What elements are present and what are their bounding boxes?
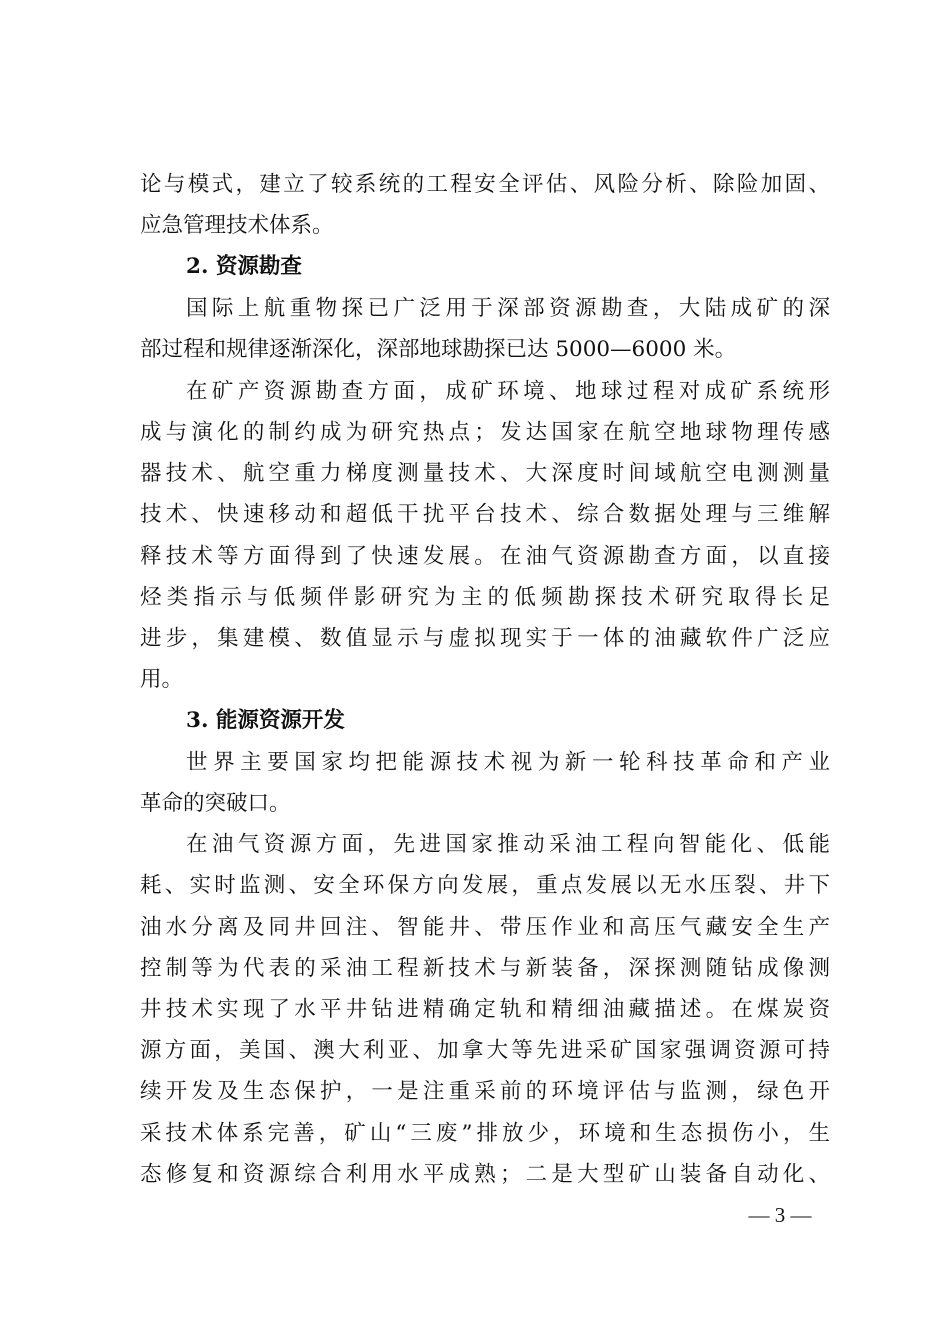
body-line: 释技术等方面得到了快速发展。在油气资源勘查方面，以直接 [140,544,830,569]
page-number: — 3 — [748,1203,812,1227]
body-line: 用。 [140,667,184,692]
body-line: 续开发及生态保护，一是注重采前的环境评估与监测，绿色开 [140,1079,830,1104]
body-line: 采技术体系完善，矿山“三废”排放少，环境和生态损伤小，生 [140,1121,830,1146]
body-line: 态修复和资源综合利用水平成熟；二是大型矿山装备自动化、 [140,1162,830,1187]
body-line: 世界主要国家均把能源技术视为新一轮科技革命和产业 [186,750,830,775]
body-line: 成与演化的制约成为研究热点；发达国家在航空地球物理传感 [140,420,830,445]
section-heading-energy-development: 3. 能源资源开发 [186,708,345,733]
body-line: 源方面，美国、澳大利亚、加拿大等先进采矿国家强调资源可持 [140,1038,830,1063]
body-line: 烃类指示与低频伴影研究为主的低频勘探技术研究取得长足 [140,585,830,610]
body-line: 耗、实时监测、安全环保方向发展，重点发展以无水压裂、井下 [140,873,830,898]
section-heading-resource-exploration: 2. 资源勘查 [186,254,302,279]
body-line: 国际上航重物探已广泛用于深部资源勘查，大陆成矿的深 [186,296,830,321]
body-line: 论与模式，建立了较系统的工程安全评估、风险分析、除险加固、 [140,172,830,197]
body-line: 井技术实现了水平井钻进精确定轨和精细油藏描述。在煤炭资 [140,997,830,1022]
body-line: 技术、快速移动和超低干扰平台技术、综合数据处理与三维解 [140,502,830,527]
body-line: 部过程和规律逐渐深化，深部地球勘探已达 5000—6000 米。 [140,337,737,362]
body-line: 在油气资源方面，先进国家推动采油工程向智能化、低能 [186,832,830,857]
body-line: 器技术、航空重力梯度测量技术、大深度时间域航空电测测量 [140,461,830,486]
body-line: 应急管理技术体系。 [140,213,334,238]
body-line: 在矿产资源勘查方面，成矿环境、地球过程对成矿系统形 [186,379,830,404]
body-line: 进步，集建模、数值显示与虚拟现实于一体的油藏软件广泛应 [140,626,830,651]
body-line: 油水分离及同井回注、智能井、带压作业和高压气藏安全生产 [140,915,830,940]
body-line: 控制等为代表的采油工程新技术与新装备，深探测随钻成像测 [140,956,830,981]
body-line: 革命的突破口。 [140,791,291,816]
